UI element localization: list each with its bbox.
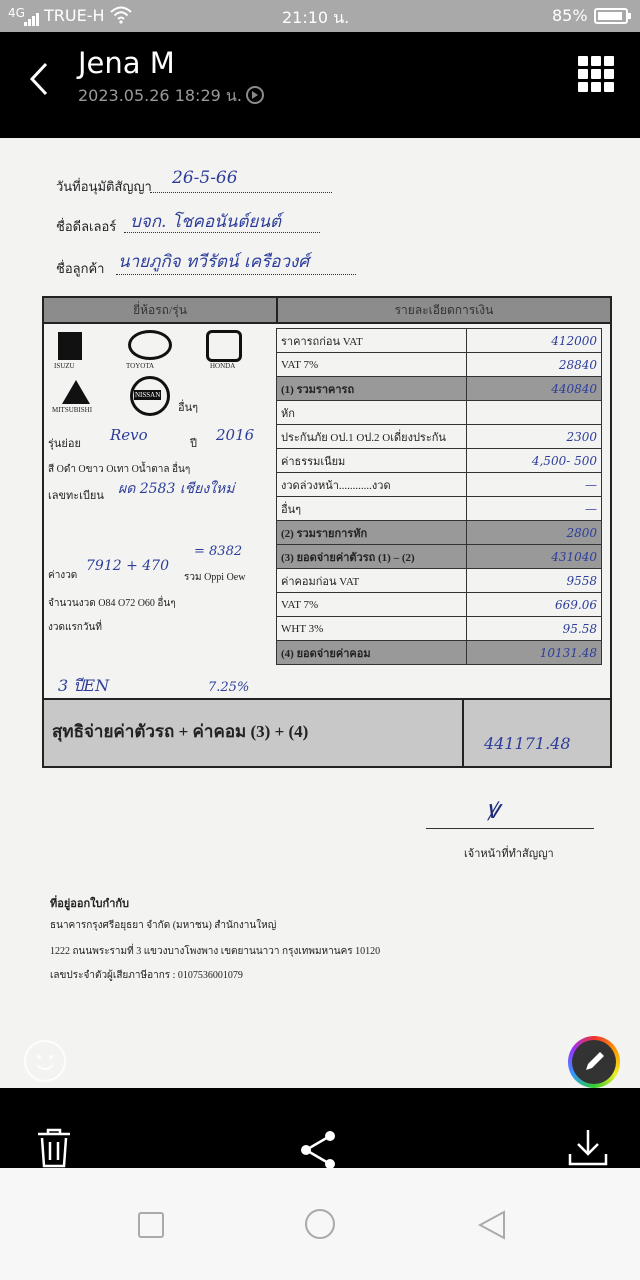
finance-row-value: 10131.48 <box>467 641 602 665</box>
address-heading: ที่อยู่ออกใบกำกับ <box>50 898 130 910</box>
edit-pencil-icon[interactable] <box>568 1036 620 1088</box>
emoji-icon[interactable] <box>24 1040 66 1082</box>
sender-name: Jena M <box>78 46 175 80</box>
finance-row <box>277 473 602 497</box>
dealer-value: บจก. โชคอนันต์ยนต์ <box>130 212 282 232</box>
year-value: 2016 <box>216 426 255 444</box>
trash-icon[interactable] <box>36 1128 72 1172</box>
signal-icon <box>24 12 38 24</box>
toyota-logo <box>128 330 172 360</box>
isuzu-logo <box>58 332 82 360</box>
honda-logo <box>206 330 242 362</box>
finance-row-label: งวดล่วงหน้า............งวด <box>277 473 467 497</box>
carrier-name: TRUE-H <box>44 6 105 25</box>
battery-percent: 85% <box>552 6 588 25</box>
mitsubishi-logo <box>62 380 90 404</box>
play-info-icon[interactable] <box>246 86 264 104</box>
finance-row <box>277 641 602 665</box>
finance-row-value: — <box>467 497 602 521</box>
finance-row-value: 412000 <box>467 329 602 353</box>
installment-value: 7912 + 470 <box>86 558 169 574</box>
finance-row-label: VAT 7% <box>277 353 467 377</box>
finance-row-label: หัก <box>277 401 467 425</box>
finance-row-value: 431040 <box>467 545 602 569</box>
grid-view-icon[interactable] <box>578 56 614 92</box>
finance-row <box>277 449 602 473</box>
home-circle-icon[interactable] <box>304 1208 336 1244</box>
viewer-header <box>0 32 640 138</box>
finance-column-header: รายละเอียดการเงิน <box>278 298 610 324</box>
network-type: 4G <box>8 6 25 20</box>
finance-row-label: (4) ยอดจ่ายค่าคอม <box>277 641 467 665</box>
battery-icon <box>594 8 632 28</box>
dealer-label: ชื่อดีลเลอร์ <box>56 219 117 234</box>
finance-row <box>277 377 602 401</box>
finance-row-label: ประกันภัย Oป.1 Oป.2 Oเดี่ยงประกัน <box>277 425 467 449</box>
customer-label: ชื่อลูกค้า <box>56 261 105 276</box>
finance-row-label: (3) ยอดจ่ายค่าตัวรถ (1) – (2) <box>277 545 467 569</box>
net-total-value: 441171.48 <box>484 734 571 753</box>
finance-row <box>277 353 602 377</box>
finance-row-value: 28840 <box>467 353 602 377</box>
plate-label: เลขทะเบียน <box>48 490 104 502</box>
finance-row <box>277 545 602 569</box>
datetime-text: 2023.05.26 18:29 น. <box>78 86 242 105</box>
color-label: สี Oดำ Oขาว Oเทา Oน้ำตาล อื่นๆ <box>48 464 191 475</box>
installment-total: = 8382 <box>194 544 243 559</box>
finance-row <box>277 329 602 353</box>
finance-row <box>277 401 602 425</box>
first-due-label: งวดแรกวันที่ <box>48 622 102 633</box>
tax-id: เลขประจำตัวผู้เสียภาษีอากร : 0107536001079 <box>50 970 243 981</box>
finance-row-value: 95.58 <box>467 617 602 641</box>
finance-row-label: ราคารถก่อน VAT <box>277 329 467 353</box>
wifi-icon <box>110 6 132 28</box>
finance-row-label: (2) รวมรายการหัก <box>277 521 467 545</box>
brand-mitsubishi: MITSUBISHI <box>52 406 93 414</box>
finance-row-value: 4,500- 500 <box>467 449 602 473</box>
installment-label: ค่างวด <box>48 570 78 581</box>
customer-value: นายภูกิจ ทวีรัตน์ เครือวงศ์ <box>118 252 310 272</box>
approval-date-value: 26-5-66 <box>172 168 238 188</box>
finance-row-label: WHT 3% <box>277 617 467 641</box>
finance-row-value <box>467 401 602 425</box>
rate-plan: 3 ปีEN <box>58 676 110 695</box>
terms-label: จำนวนงวด O84 O72 O60 อื่นๆ <box>48 598 176 609</box>
finance-row-label: ค่าคอมก่อน VAT <box>277 569 467 593</box>
finance-row-value: 2300 <box>467 425 602 449</box>
finance-row <box>277 425 602 449</box>
recents-square-icon[interactable] <box>138 1212 164 1242</box>
plate-value: ผด 2583 เชียงใหม่ <box>118 481 235 497</box>
finance-row <box>277 617 602 641</box>
year-label: ปี <box>190 438 197 450</box>
back-arrow-icon[interactable] <box>24 58 54 98</box>
action-bar <box>0 1088 640 1168</box>
finance-row-value: 669.06 <box>467 593 602 617</box>
finance-row-label: VAT 7% <box>277 593 467 617</box>
finance-row-label: ค่าธรรมเนียม <box>277 449 467 473</box>
download-icon[interactable] <box>568 1128 608 1172</box>
brand-other: อื่นๆ <box>178 402 199 414</box>
finance-table <box>276 328 602 665</box>
brand-nissan: NISSAN <box>135 391 161 399</box>
signer-label: เจ้าหน้าที่ทำสัญญา <box>464 848 554 860</box>
finance-row <box>277 521 602 545</box>
document-photo[interactable] <box>0 138 640 1088</box>
sent-datetime[interactable] <box>78 84 264 109</box>
installment-tail: รวม Oppi Oew <box>184 572 246 583</box>
finance-row-value: 9558 <box>467 569 602 593</box>
finance-row <box>277 593 602 617</box>
address-line-2: 1222 ถนนพระรามที่ 3 แขวงบางโพงพาง เขตยานนาวา กรุงเทพมหานคร 10120 <box>50 946 381 957</box>
finance-row-label: อื่นๆ <box>277 497 467 521</box>
finance-row-label: (1) รวมราคารถ <box>277 377 467 401</box>
finance-row <box>277 569 602 593</box>
system-nav-bar <box>0 1168 640 1280</box>
vehicle-column-header: ยี่ห้อรถ/รุ่น <box>44 298 278 324</box>
address-line-1: ธนาคารกรุงศรีอยุธยา จำกัด (มหาชน) สำนักงานใหญ่ <box>50 920 277 931</box>
brand-toyota: TOYOTA <box>126 362 155 370</box>
finance-row <box>277 497 602 521</box>
interest-rate: 7.25% <box>208 680 250 695</box>
approval-date-label: วันที่อนุมัติสัญญา <box>56 179 152 194</box>
model-label: รุ่นย่อย <box>48 438 81 450</box>
net-total-label: สุทธิจ่ายค่าตัวรถ + ค่าคอม (3) + (4) <box>52 722 309 741</box>
status-bar <box>0 0 640 32</box>
back-triangle-icon[interactable] <box>478 1210 506 1244</box>
brand-isuzu: ISUZU <box>54 362 75 370</box>
signature: ꝟ <box>486 795 500 825</box>
model-value: Revo <box>110 426 148 444</box>
clock: 21:10 น. <box>282 8 350 27</box>
finance-row-value: — <box>467 473 602 497</box>
brand-honda: HONDA <box>210 362 236 370</box>
finance-row-value: 2800 <box>467 521 602 545</box>
finance-row-value: 440840 <box>467 377 602 401</box>
